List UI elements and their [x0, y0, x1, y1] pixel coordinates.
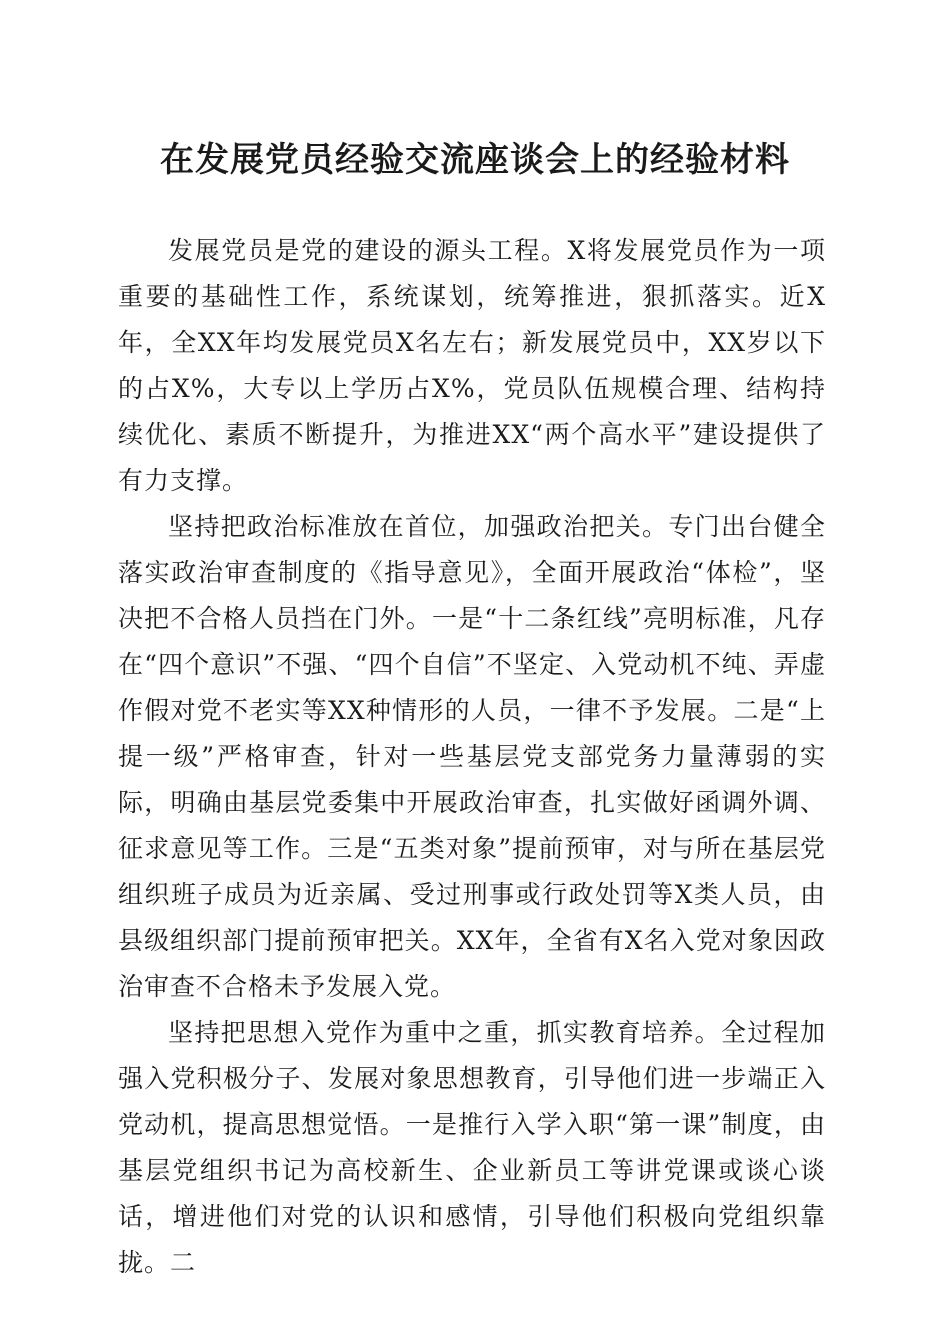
- document-title: 在发展党员经验交流座谈会上的经验材料: [160, 140, 790, 180]
- document-body: [118, 228, 826, 1286]
- paragraph-intro: 发展党员是党的建设的源头工程。X将发展党员作为一项重要的基础性工作，系统谋划，统筹推进，狠抓落实。近X年，全XX年均发展党员X名左右；新发展党员中，XX岁以下的占X%，大专以上学历占X%，党员队伍规模合理、结构持续优化、素质不断提升，为推进XX“两个高水平”建设提供了有力支撑。: [118, 236, 826, 495]
- paragraph-ideological-education: 坚持把思想入党作为重中之重，抓实教育培养。全过程加强入党积极分子、发展对象思想教育，引导他们进一步端正入党动机，提高思想觉悟。一是推行入学入职“第一课”制度，由基层党组织书记为高校新生、企业新员工等讲党课或谈心谈话，增进他们对党的认识和感情，引导他们积极向党组织靠拢。二: [118, 1018, 826, 1277]
- paragraph-political-review: 坚持把政治标准放在首位，加强政治把关。专门出台健全落实政治审查制度的《指导意见》，全面开展政治“体检”，坚决把不合格人员挡在门外。一是“十二条红线”亮明标准，凡存在“四个意识”不强、“四个自信”不坚定、入党动机不纯、弄虚作假对党不老实等XX种情形的人员，一律不予发展。二是“上提一级”严格审查，针对一些基层党支部党务力量薄弱的实际，明确由基层党委集中开展政治审查，扎实做好函调外调、征求意见等工作。三是“五类对象”提前预审，对与所在基层党组织班子成员为近亲属、受过刑事或行政处罚等X类人员，由县级组织部门提前预审把关。XX年，全省有X名入党对象因政治审查不合格未予发展入党。: [118, 512, 826, 1001]
